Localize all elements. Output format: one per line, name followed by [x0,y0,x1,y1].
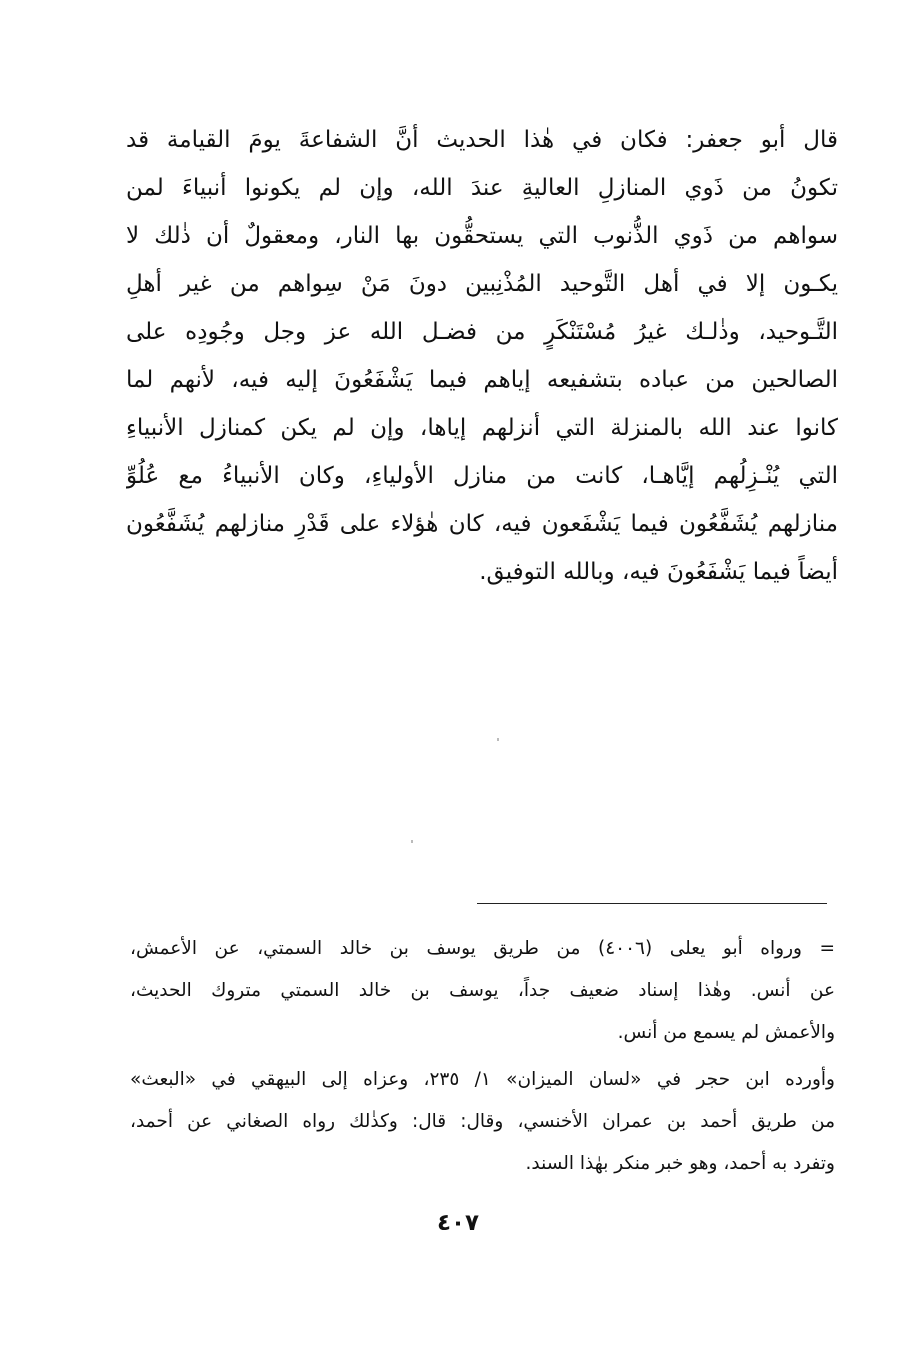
main-text-block [126,116,838,596]
print-speck [497,738,499,741]
footnote-line: من طريق أحمد بن عمران الأخنسي، وقال: قال: وكذٰلك رواه الصغاني عن أحمد، [130,1111,835,1132]
page-number: ٤٠٧ [436,1210,480,1236]
main-text-line: التَّـوحيد، وذٰلـك غيرُ مُسْتَنْكَرٍ من فضـل الله عز وجل وجُودِه على [126,319,838,345]
main-text-line: أيضاً فيما يَشْفَعُونَ فيه، وبالله التوفيق. [479,559,838,585]
main-text-line: التي يُنْـزِلُهم إيَّاهـا، كانت من منازل الأولياءِ، وكان الأنبياءُ مع عُلُوِّ [126,463,838,489]
main-text-line: قال أبو جعفر: فكان في هٰذا الحديث أنَّ الشفاعةَ يومَ القيامة قد [126,127,838,153]
footnote-line: وتفرد به أحمد، وهو خبر منكر بهٰذا السند. [525,1153,835,1174]
footnote-line: وأورده ابن حجر في «لسان الميزان» ١/ ٢٣٥، وعزاه إلى البيهقي في «البعث» [130,1069,835,1090]
main-text-line: تكونُ من ذَوي المنازلِ العاليةِ عندَ الله، وإن لم يكونوا أنبياءَ لمن [126,175,838,201]
main-text-line: منازلهم يُشَفَّعُون فيما يَشْفَعون فيه، كان هٰؤلاء على قَدْرِ منازلهم يُشَفَّعُون [126,511,838,537]
footnote-line: = ورواه أبو يعلى (٤٠٠٦) من طريق يوسف بن خالد السمتي، عن الأعمش، [130,938,835,959]
main-text-line: يكـون إلا في أهل التَّوحيد المُذْنِبين دونَ مَنْ سِواهم من غير أهلِ [126,271,838,297]
footnote-line: والأعمش لم يسمع من أنس. [617,1022,835,1043]
footnotes-block [130,928,835,1185]
main-text-line: سواهم من ذَوي الذُّنوب التي يستحقُّون بها النار، ومعقولٌ أن ذٰلك لا [126,223,838,249]
footnote-line: عن أنس. وهٰذا إسناد ضعيف جداً، يوسف بن خالد السمتي متروك الحديث، [130,980,835,1001]
footnote-separator [477,903,827,904]
print-speck [411,840,413,843]
main-text-line: الصالحين من عباده بتشفيعه إياهم فيما يَشْفَعُونَ إليه فيه، لأنهم لما [126,367,838,393]
main-text-line: كانوا عند الله بالمنزلة التي أنزلهم إياها، وإن لم يكن كمنازل الأنبياءِ [126,415,838,441]
